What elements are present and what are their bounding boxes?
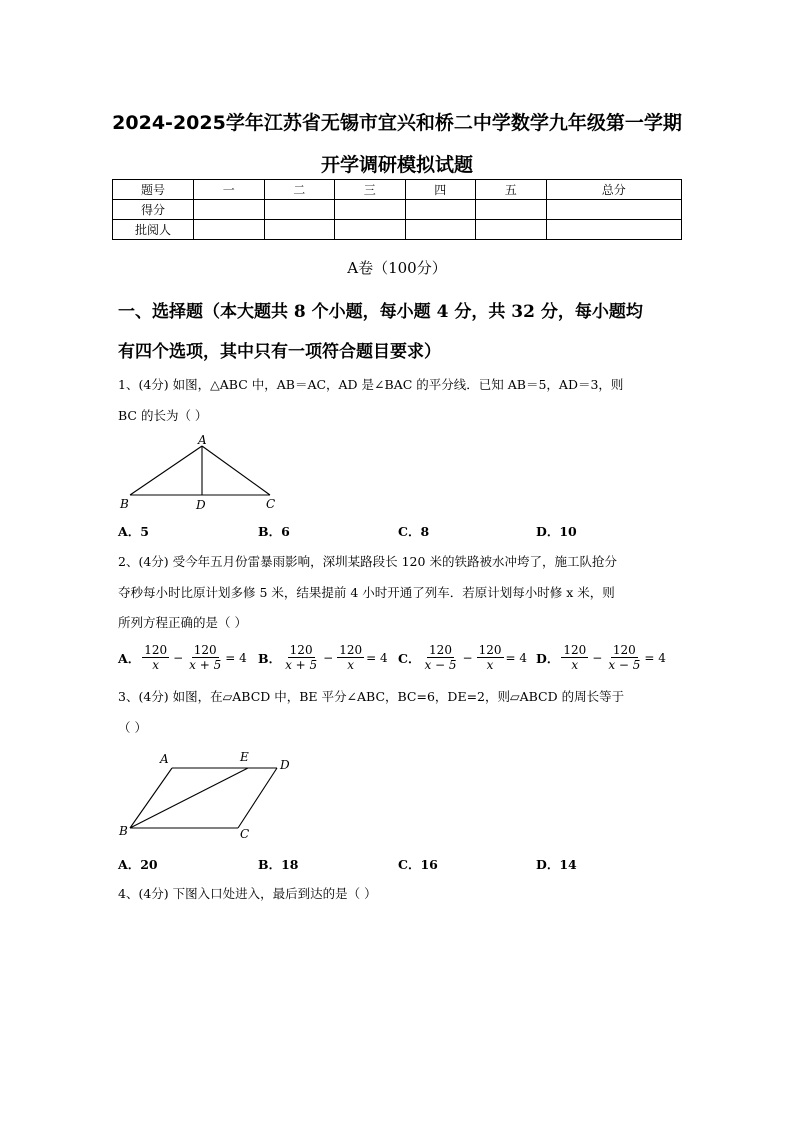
q1-option-a[interactable]: A．5 [118, 524, 149, 539]
fraction [283, 643, 319, 672]
score-cell [405, 200, 476, 220]
rhs: = 4 [225, 650, 247, 665]
q1-option-b[interactable]: B．6 [258, 524, 290, 539]
label-a: A [160, 752, 169, 766]
q3-option-c[interactable]: C．16 [398, 857, 438, 872]
rhs: = 4 [644, 650, 666, 665]
label-c: C [240, 827, 250, 841]
q2-option-b[interactable] [258, 643, 388, 672]
equation [281, 643, 388, 672]
q3-text-line2: （ ） [118, 720, 147, 735]
q3-option-d[interactable]: D．14 [536, 857, 577, 872]
score-cell [264, 200, 335, 220]
q2-text-line1: 2、(4分) 受今年五月份雷暴雨影响，深圳某路段长 120 米的铁路被水冲垮了，施工队抢分 [118, 554, 617, 569]
grader-cell [335, 220, 406, 240]
label-b: B [120, 497, 129, 511]
rhs: = 4 [505, 650, 528, 665]
rhs: = 4 [366, 650, 388, 665]
label-d: D [280, 758, 290, 772]
option-letter: A． [118, 650, 141, 666]
operator: − [462, 650, 473, 665]
label-c: C [266, 497, 276, 511]
fraction [142, 643, 169, 672]
denominator: x − 5 [608, 658, 641, 672]
q1-figure-bg [120, 432, 273, 508]
label-b: B [119, 824, 128, 838]
q2-text-line3: 所列方程正确的是（ ） [118, 615, 247, 630]
section-heading-line1: 一、选择题（本大题共 8 个小题，每小题 4 分，共 32 分，每小题均 [118, 302, 643, 322]
denominator: x − 5 [424, 658, 457, 672]
denominator: x + 5 [189, 658, 222, 672]
q1-triangle-figure [112, 430, 282, 515]
q2-text-line2: 夺秒每小时比原计划多修 5 米，结果提前 4 小时开通了列车．若原计划每小时修 x 米，则 [118, 585, 615, 600]
segment-be [130, 768, 248, 828]
score-cell [546, 200, 682, 220]
option-letter: B． [258, 650, 282, 666]
score-header-cell: 五 [476, 180, 547, 200]
fraction [337, 643, 364, 672]
grader-cell [194, 220, 265, 240]
score-header-cell: 总分 [546, 180, 682, 200]
q1-option-d[interactable]: D．10 [536, 524, 577, 539]
operator: − [323, 650, 334, 665]
q1-text-line1: 1、(4分) 如图，△ABC 中，AB＝AC，AD 是∠BAC 的平分线．已知 AB＝5，AD＝3，则 [118, 377, 624, 392]
q1-option-c[interactable]: C．8 [398, 524, 430, 539]
numerator: 120 [289, 643, 313, 657]
q3-text-line1: 3、(4分) 如图，在▱ABCD 中，BE 平分∠ABC，BC=6，DE=2，则▱ABCD 的周长等于 [118, 689, 625, 704]
score-header-cell: 一 [194, 180, 265, 200]
score-row [113, 200, 682, 220]
fraction [422, 643, 458, 672]
label-d: D [196, 498, 206, 512]
segment-cd [238, 768, 277, 828]
score-header-cell: 四 [405, 180, 476, 200]
numerator: 120 [429, 643, 452, 657]
fraction [561, 643, 588, 672]
volume-heading: A卷（100分） [347, 259, 447, 277]
denominator: x [571, 658, 579, 672]
grader-row [113, 220, 682, 240]
fraction [477, 643, 504, 672]
numerator: 120 [144, 643, 168, 657]
numerator: 120 [563, 643, 587, 657]
option-letter: D． [536, 650, 560, 666]
q4-text-line1: 4、(4分) 下图入口处进入，最后到达的是（ ） [118, 886, 377, 901]
denominator: x [486, 658, 494, 672]
equation [559, 643, 666, 672]
grader-row-label: 批阅人 [113, 220, 194, 240]
grader-cell [476, 220, 547, 240]
score-table-header-row [113, 180, 682, 200]
exam-title-line1: 2024-2025学年江苏省无锡市宜兴和桥二中学数学九年级第一学期 [112, 112, 682, 134]
denominator: x [347, 658, 355, 672]
fraction [187, 643, 223, 672]
q2-option-c[interactable] [398, 643, 527, 672]
score-header-cell: 三 [335, 180, 406, 200]
q3-option-b[interactable]: B．18 [258, 857, 299, 872]
q1-text-line2: BC 的长为（ ） [118, 408, 208, 423]
label-a: A [198, 433, 207, 447]
score-header-cell: 二 [264, 180, 335, 200]
segment-ab [130, 768, 172, 828]
score-cell [194, 200, 265, 220]
grader-cell [405, 220, 476, 240]
exam-title-line2: 开学调研模拟试题 [320, 154, 473, 176]
q2-option-d[interactable] [536, 643, 666, 672]
grader-cell [546, 220, 682, 240]
numerator: 120 [193, 643, 217, 657]
option-letter: C． [398, 650, 421, 666]
numerator: 120 [612, 643, 636, 657]
section-heading-line2: 有四个选项，其中只有一项符合题目要求） [118, 342, 441, 362]
numerator: 120 [478, 643, 502, 657]
score-table [112, 179, 682, 240]
score-row-label: 得分 [113, 200, 194, 220]
operator: − [173, 650, 184, 665]
numerator: 120 [339, 643, 363, 657]
q2-option-a[interactable] [118, 643, 247, 672]
denominator: x + 5 [285, 658, 318, 672]
operator: − [592, 650, 603, 665]
fraction [606, 643, 642, 672]
q3-parallelogram-figure [112, 748, 312, 843]
label-e: E [240, 750, 249, 764]
equation [420, 643, 527, 672]
denominator: x [152, 658, 160, 672]
score-cell [476, 200, 547, 220]
score-cell [335, 200, 406, 220]
equation [140, 643, 247, 672]
score-header-cell: 题号 [113, 180, 194, 200]
grader-cell [264, 220, 335, 240]
q3-option-a[interactable]: A．20 [118, 857, 158, 872]
